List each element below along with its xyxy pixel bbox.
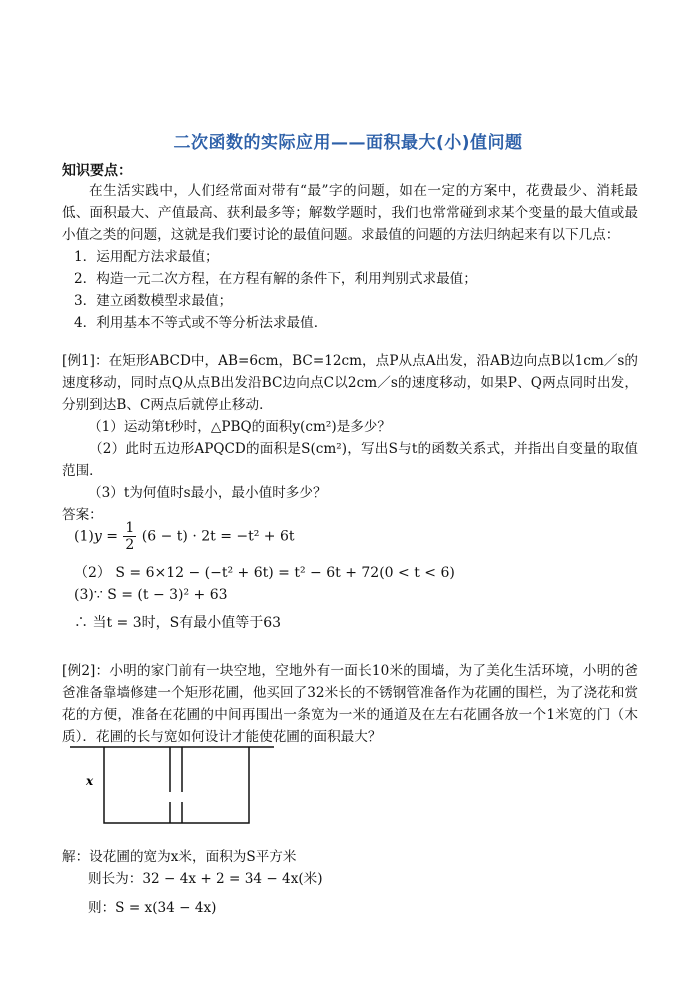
page-title: 二次函数的实际应用——面积最大(小)值问题 xyxy=(173,133,523,153)
garden-figure xyxy=(62,740,282,830)
solution-line-1: 解：设花圃的宽为x米，面积为S平方米 xyxy=(62,849,297,865)
solution-line-3: 则：S = x(34 − 4x) xyxy=(88,900,217,916)
method-item-2: 2．构造一元二次方程，在方程有解的条件下，利用判别式求最值； xyxy=(74,271,477,287)
answer-4: ∴ 当t = 3时，S有最小值等于63 xyxy=(74,615,282,631)
example1-question-2: （2）此时五边形APQCD的面积是S(cm²)，写出S与t的函数关系式，并指出自变量的取值范围． xyxy=(62,441,638,479)
method-item-1: 1．运用配方法求最值； xyxy=(74,249,219,265)
answer-2: （2） S = 6×12 − (−t² + 6t) = t² − 6t + 72(0 < t < 6) xyxy=(74,565,455,581)
fence-outline xyxy=(104,747,249,823)
answer-3: (3)∵ S = (t − 3)² + 63 xyxy=(74,587,228,603)
method-item-4: 4．利用基本不等式或不等分析法求最值． xyxy=(74,315,328,331)
example1-question-1: （1）运动第t秒时，△PBQ的面积y(cm²)是多少？ xyxy=(88,419,391,435)
fraction-denominator: 2 xyxy=(125,537,135,553)
width-label: x xyxy=(86,774,94,788)
answer-1-fraction xyxy=(123,520,136,553)
answer-1-prefix: (1) xyxy=(74,528,94,545)
example2-statement: [例2]：小明的家门前有一块空地，空地外有一面长10米的围墙，为了美化生活环境，小明的爸爸准备靠墙修建一个矩形花圃，他买回了32米长的不锈钢管准备作为花圃的围栏，为了浇花和赏花的方便，准备在花圃的中间再围出一条宽为一米的通道及在左右花圃各放一个1米宽的门（木质）．花圃的长与宽如何设计才能使花圃的面积最大？ xyxy=(62,663,638,745)
method-item-3: 3．建立函数模型求最值； xyxy=(74,293,233,309)
answer-1: (1)y = $\frac{1}{2}$ (6 − t) · 2t = −t² + 6t xyxy=(74,520,295,553)
solution-line-2: 则长为：32 − 4x + 2 = 34 − 4x(米) xyxy=(88,871,323,887)
knowledge-heading: 知识要点： xyxy=(62,163,132,179)
knowledge-intro: 在生活实践中，人们经常面对带有“最”字的问题，如在一定的方案中，花费最少、消耗最低、面积最大、产值最高、获利最多等；解数学题时，我们也常常碰到求某个变量的最大值或最小值之类的问题，这就是我们要讨论的最值问题。求最值的问题的方法归纳起来有以下几点： xyxy=(62,183,638,243)
answer-1-expression: (6 − t) · 2t = −t² + 6t xyxy=(141,528,295,545)
answer-label: 答案： xyxy=(62,507,103,523)
example1-statement: [例1]：在矩形ABCD中，AB=6cm，BC=12cm，点P从点A出发，沿AB边向点B以1cm／s的速度移动，同时点Q从点B出发沿BC边向点C以2cm／s的速度移动，如果P、Q两点同时出发，分别到达B、C两点后就停止移动． xyxy=(62,353,638,413)
example1-question-3: （3）t为何值时s最小，最小值时多少？ xyxy=(88,485,327,501)
fraction-numerator: 1 xyxy=(125,520,135,536)
